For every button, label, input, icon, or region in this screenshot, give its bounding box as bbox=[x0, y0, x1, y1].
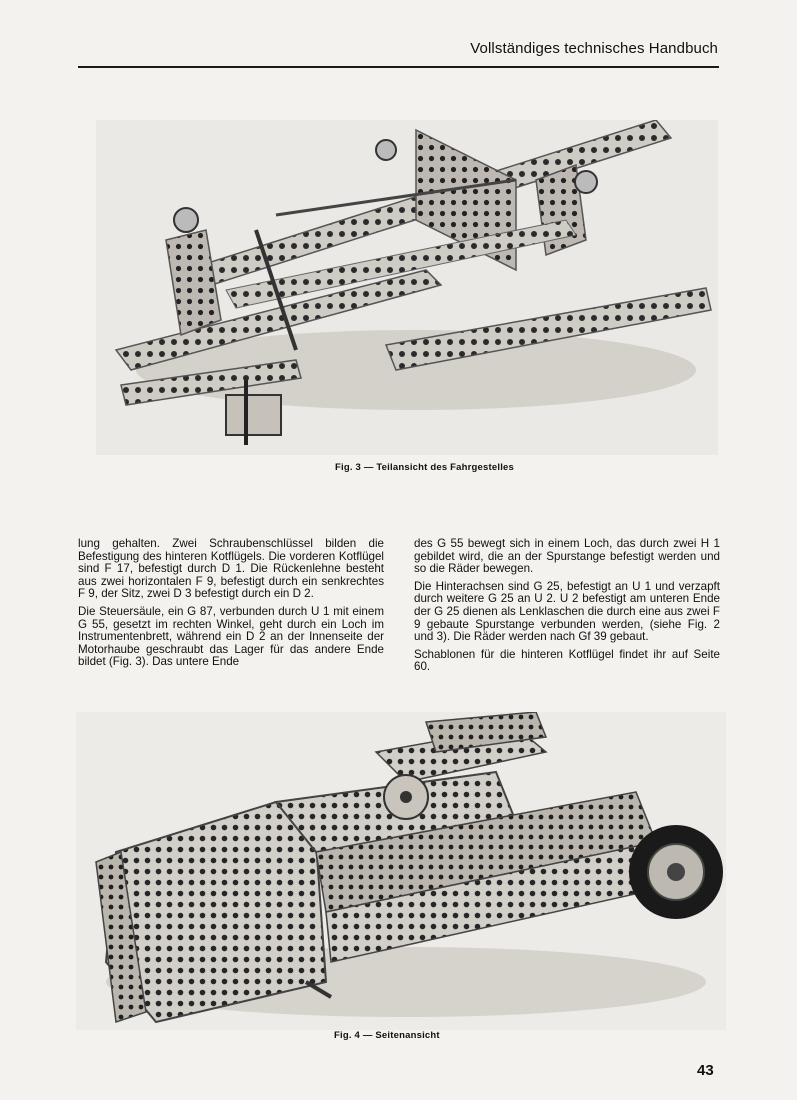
figure-3-chassis-photo bbox=[96, 120, 718, 455]
paragraph: Die Steuersäule, ein G 87, verbunden durch U 1 mit einem G 55, gesetzt im rechten Winkel, geht durch ein Loch im Instrumentenbrett, während ein D 2 an der Innenseite der Motorhaube geschraubt das Lager für das andere Ende bildet (Fig. 3). Das untere Ende bbox=[78, 604, 384, 669]
paragraph: Schablonen für die hinteren Kotflügel findet ihr auf Seite 60. bbox=[414, 647, 720, 674]
text-column-right bbox=[414, 538, 720, 679]
car-side-illustration bbox=[76, 712, 726, 1030]
paragraph: des G 55 bewegt sich in einem Loch, das durch zwei H 1 gebildet wird, die an der Spurstange befestigt werden und so die Räder bewegen. bbox=[414, 537, 720, 576]
text-column-left bbox=[78, 538, 384, 674]
header-rule bbox=[78, 66, 719, 68]
page-number: 43 bbox=[697, 1062, 714, 1079]
paragraph: lung gehalten. Zwei Schraubenschlüssel bilden die Befestigung des hinteren Kotflügels. Die vorderen Kotflügel sind F 17, befestigt durch D 1. Die Rückenlehne besteht aus zwei horizontalen F 9, befestigt durch ein senkrechtes F 9, der Sitz, zwei D 3 befestigt durch ein D 2. bbox=[78, 537, 384, 601]
figure-3-caption: Fig. 3 — Teilansicht des Fahrgestelles bbox=[335, 462, 515, 473]
running-header: Vollständiges technisches Handbuch bbox=[470, 40, 718, 57]
figure-4-side-view-photo bbox=[76, 712, 726, 1030]
chassis-illustration bbox=[96, 120, 718, 455]
paragraph: Die Hinterachsen sind G 25, befestigt an U 1 und verzapft durch weitere G 25 an U 2. U 2 befestigt am unteren Ende der G 25 dienen als Lenklaschen die durch eine aus zwei F 9 gebaute Spurstange verbunden werden, (siehe Fig. 2 und 3). Die Räder werden nach Gf 39 gebaut. bbox=[414, 579, 720, 644]
figure-4-caption: Fig. 4 — Seitenansicht bbox=[334, 1030, 440, 1041]
